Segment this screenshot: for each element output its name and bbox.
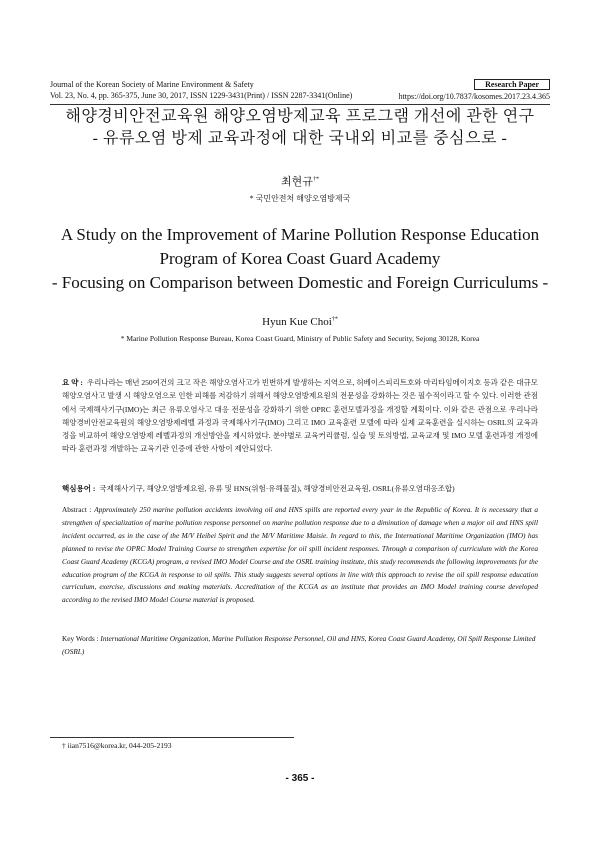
english-author-mark: †* (331, 316, 338, 323)
footnote-rule (50, 737, 294, 738)
english-abstract (62, 504, 538, 607)
english-title (0, 223, 600, 295)
volume-line: Vol. 23, No. 4, pp. 365-375, June 30, 2017, ISSN 1229-3431(Print) / ISSN 2287-3341(Online) (50, 91, 353, 100)
page-number: - 365 - (285, 773, 315, 784)
korean-keywords-label: 핵심용어 : (62, 484, 96, 493)
english-affiliation: * Marine Pollution Response Bureau, Korea Coast Guard, Ministry of Public Safety and Security, Sejong 30128, Korea (120, 334, 480, 343)
english-keywords-text: International Maritime Organization, Marine Pollution Response Personnel, Oil and HNS, Korea Coast Guard Academy, Oil Spill Response Limited (OSRL) (62, 634, 536, 656)
footnote-mark: † (62, 741, 66, 750)
footnote-contact: iian7516@korea.kr, 044-205-2193 (67, 741, 172, 750)
header-rule (50, 104, 550, 105)
korean-title (0, 106, 600, 150)
paper-meta (399, 79, 550, 102)
korean-abstract-label: 요 약 : (62, 378, 83, 387)
korean-title-line1: 해양경비안전교육원 해양오염방제교육 프로그램 개선에 관한 연구 (65, 108, 535, 125)
english-title-line2: Program of Korea Coast Guard Academy (159, 249, 441, 268)
korean-keywords-text: 국제해사기구, 해양오염방제요원, 유류 및 HNS(위험·유해물질), 해양경비안전교육원, OSRL(유류오염대응조합) (99, 484, 455, 493)
korean-affiliation: * 국민안전처 해양오염방제국 (249, 194, 351, 203)
english-title-line3: - Focusing on Comparison between Domestic and Foreign Curriculums - (51, 273, 549, 292)
korean-title-line2: - 유류오염 방제 교육과정에 대한 국내외 비교를 중심으로 - (92, 130, 508, 147)
korean-abstract-text: 우리나라는 매년 250여건의 크고 작은 해양오염사고가 빈번하게 발생하는 지역으로, 허베이스피리트호와 마리타임메이지호 등과 같은 대규모 해양오염사고 발생 시 해양오염으로 인한 피해를 저감하기 위해서 해양오염방제요원의 전문성을 강화하는 것은 필수적이라고 할 수 있다. 이러한 관점에서 국제해사기구(IMO)는 최근 유류오염사고 대응 전문성을 강화하기 위한 OPRC 훈련모델과정을 개정할 계획이다. 이와 같은 관점으로 우리나라 해양경비안전교육원의 해양오염방제레벨 과정과 국제해사기구(IMO) 그리고 IMO 교육훈련 모델에 따라 실제 교육훈련을 실시하는 OSRL의 교육과정을 비교하여 해양오염방제 레벨과정의 개선방안을 제시하였다. 분야별로 교육커리큘럼, 실습 및 토의방법, 교육교재 및 IMO 모델 훈련과정 개정에 따라 훈련과정 개발하는 교육기관 인증에 관한 사항이 제안되었다. (62, 378, 538, 454)
english-title-line1: A Study on the Improvement of Marine Pollution Response Education (60, 225, 540, 244)
paper-type-badge: Research Paper (474, 79, 550, 90)
english-keywords (62, 632, 538, 658)
korean-keywords (62, 483, 538, 495)
english-author (0, 316, 600, 328)
english-abstract-label: Abstract : (62, 505, 92, 514)
footnote (62, 741, 172, 750)
journal-header (50, 79, 352, 101)
korean-author-mark: †* (312, 176, 319, 183)
korean-abstract (62, 376, 538, 456)
korean-author-name: 최현규 (281, 176, 313, 188)
english-abstract-text: Approximately 250 marine pollution accidents involving oil and HNS spills are reported every year in the Republic of Korea. It is necessary that a strengthen of specialization of marine pollution response personnel on marine pollution response due to a diminution of damage when a major oil and HNS spill incident occurred, as in the case of the M/V Heibei Spirit and the M/V Maritime Maisie. In regard to this, the International Maritime Organization (IMO) has planned to revise the OPRC Model Training Course to strengthen expertise for oil spill incident responses. Through a comparison of curriculum with the Korea Coast Guard Academy (KCGA) program, a revised IMO Model Course and the OSRL training institute, this study recommends the following improvements for the education program of the KCGA in response to oil spills. This study suggests several options in line with this approach to revise the oil spill response education curriculum, exercise, discussions and making materials. Accreditation of the KCGA as an institute that provides an IMO Model training course developed according to the revised IMO Model Course material is proposed. (62, 505, 538, 605)
journal-name: Journal of the Korean Society of Marine Environment & Safety (50, 80, 254, 89)
korean-author (0, 173, 600, 189)
doi-link[interactable]: https://doi.org/10.7837/kosomes.2017.23.4.365 (398, 92, 550, 101)
english-author-name: Hyun Kue Choi (262, 316, 332, 328)
english-keywords-label: Key Words : (62, 634, 99, 643)
